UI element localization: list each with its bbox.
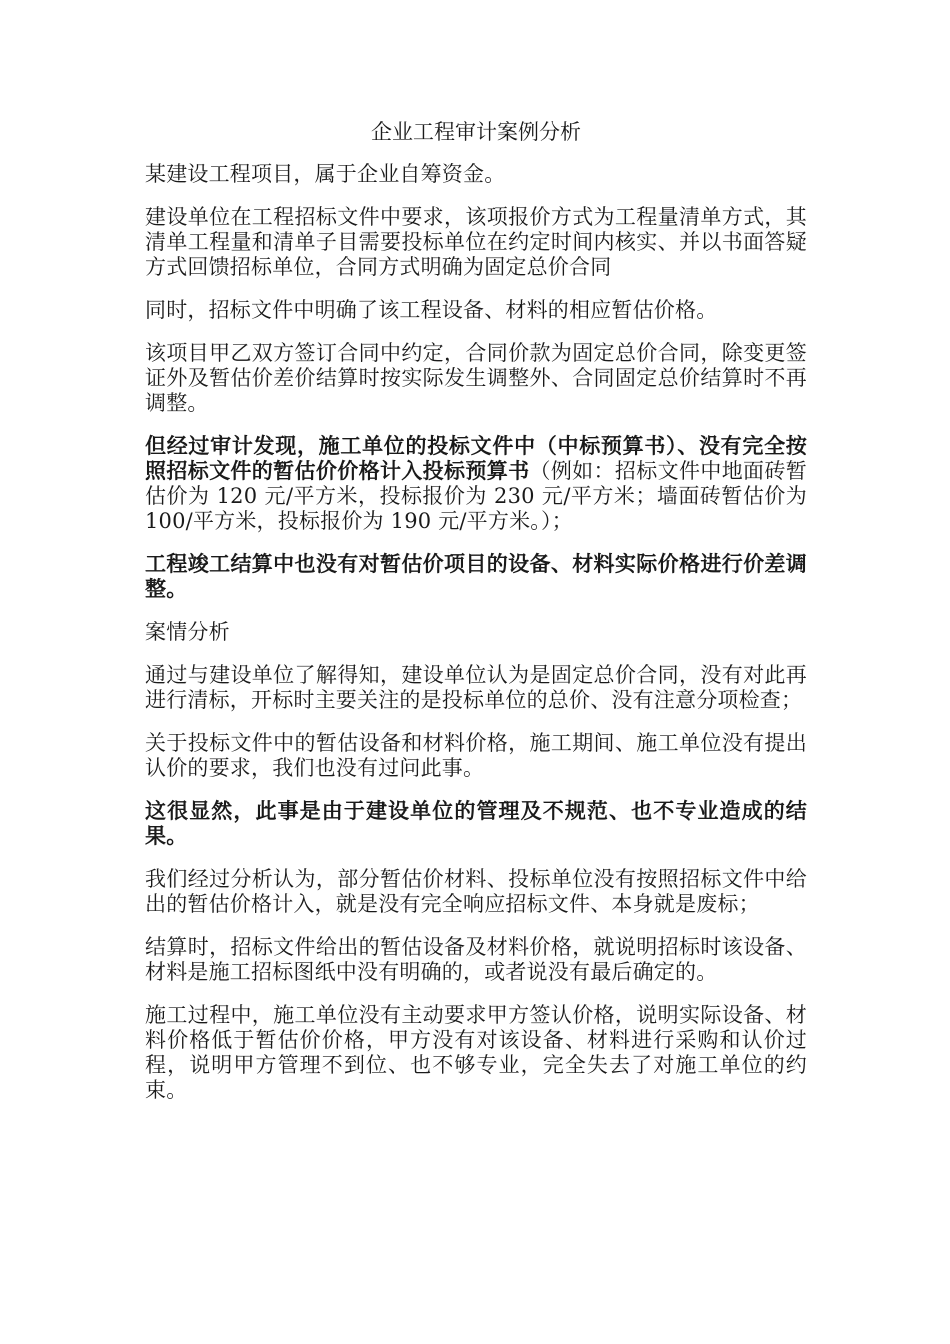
document-page: [145, 118, 807, 1121]
section-heading-case-analysis: 案情分析: [145, 620, 230, 644]
paragraph-contract-terms: 该项目甲乙双方签订合同中约定，合同价款为固定总价合同，除变更签证外及暂估价差价结算时按实际发生调整外、合同固定总价结算时不再调整。: [145, 341, 807, 415]
paragraph-conclusion: 这很显然，此事是由于建设单位的管理及不规范、也不专业造成的结果。: [145, 799, 807, 848]
paragraph-audit-finding: [145, 434, 807, 534]
paragraph-no-price-confirmation: 关于投标文件中的暂估设备和材料价格，施工期间、施工单位没有提出认价的要求，我们也没有过问此事。: [145, 731, 807, 780]
paragraph-analysis-invalid-bid: 我们经过分析认为，部分暂估价材料、投标单位没有按照招标文件中给出的暂估价格计入，就是没有完全响应招标文件、本身就是废标；: [145, 867, 807, 916]
paragraph-project-intro: 某建设工程项目，属于企业自筹资金。: [145, 162, 506, 186]
paragraph-owner-explanation: 通过与建设单位了解得知，建设单位认为是固定总价合同，没有对此再进行清标，开标时主要关注的是投标单位的总价、没有注意分项检查；: [145, 663, 807, 712]
paragraph-analysis-management: 施工过程中，施工单位没有主动要求甲方签认价格，说明实际设备、材料价格低于暂估价价格，甲方没有对该设备、材料进行采购和认价过程，说明甲方管理不到位、也不够专业，完全失去了对施工单位的约束。: [145, 1003, 807, 1102]
audit-finding-bold: 但经过审计发现，施工单位的投标文件中（中标预算书）、没有完全按照招标文件的暂估价价格计入投标预算书: [145, 434, 807, 483]
paragraph-tender-requirements: 建设单位在工程招标文件中要求，该项报价方式为工程量清单方式，其清单工程量和清单子目需要投标单位在约定时间内核实、并以书面答疑方式回馈招标单位，合同方式明确为固定总价合同: [145, 205, 807, 279]
document-title: 企业工程审计案例分析: [371, 120, 581, 144]
paragraph-analysis-settlement: 结算时，招标文件给出的暂估设备及材料价格，就说明招标时该设备、材料是施工招标图纸中没有明确的，或者说没有最后确定的。: [145, 935, 807, 984]
paragraph-provisional-prices: 同时，招标文件中明确了该工程设备、材料的相应暂估价格。: [145, 298, 718, 322]
audit-finding-example: （例如：招标文件中地面砖暂估价为 120 元/平方米，投标报价为 230 元/平方米；墙面砖暂估价为 100/平方米，投标报价为 190 元/平方米。）；: [145, 459, 807, 533]
paragraph-settlement-issue: 工程竣工结算中也没有对暂估价项目的设备、材料实际价格进行价差调整。: [145, 552, 807, 601]
